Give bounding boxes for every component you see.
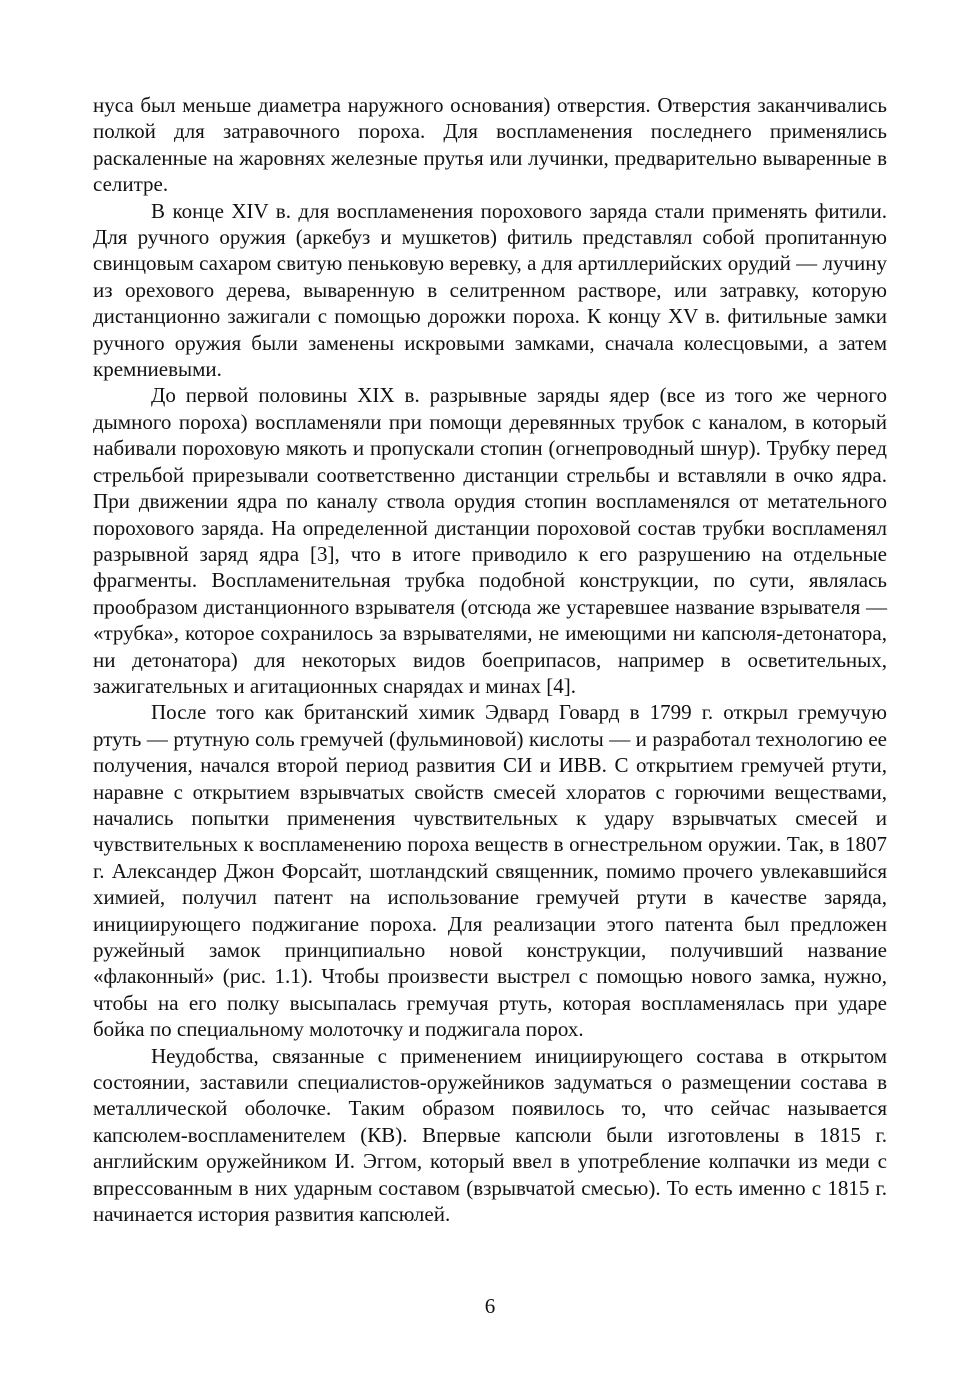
paragraph-3: До первой половины XIX в. разрывные заряды ядер (все из того же черного дымного пороха) воспламеняли при помощи деревянных трубок с каналом, в который набивали пороховую мякоть и пропускали стопин (огнепроводный шнур). Трубку перед стрельбой прирезывали соответственно дистанции стрельбы и вставляли в очко ядра. При движении ядра по каналу ствола орудия стопин воспламенялся от метательного порохового заряда. На определенной дистанции пороховой состав трубки воспламенял разрывной заряд ядра [3], что в итоге приводило к его разрушению на отдельные фрагменты. Воспламенительная трубка подобной конструкции, по сути, являлась прообразом дистанционного взрывателя (отсюда же устаревшее название взрывателя — «трубка», которое сохранилось за взрывателями, не имеющими ни капсюля-детонатора, ни детонатора) для некоторых видов боеприпасов, например в осветительных, зажигательных и агитационных снарядах и минах [4]. (93, 383, 887, 698)
paragraph-4: После того как британский химик Эдвард Говард в 1799 г. открыл гремучую ртуть — ртутную соль гремучей (фульминовой) кислоты — и разработал технологию ее получения, начался второй период развития СИ и ИВВ. С открытием гремучей ртути, наравне с открытием взрывчатых свойств смесей хлоратов с горючими веществами, начались попытки применения чувствительных к удару взрывчатых смесей и чувствительных к воспламенению пороха веществ в огнестрельном оружии. Так, в 1807 г. Александер Джон Форсайт, шотландский священник, помимо прочего увлекавшийся химией, получил патент на использование гремучей ртути в качестве заряда, инициирующего поджигание пороха. Для реализации этого патента был предложен ружейный замок принципиально новой конструкции, получивший название «флаконный» (рис. 1.1). Чтобы произвести выстрел с помощью нового замка, нужно, чтобы на его полку высыпалась гремучая ртуть, которая воспламенялась при ударе бойка по специальному молоточку и поджигала порох. (93, 700, 887, 1042)
paragraph-1: нуса был меньше диаметра наружного основания) отверстия. Отверстия заканчивались полкой для затравочного пороха. Для воспламенения последнего применялись раскаленные на жаровнях железные прутья или лучинки, предварительно вываренные в селитре. (93, 93, 887, 197)
page-number: 6 (484, 1294, 496, 1318)
document-page (93, 92, 887, 1227)
paragraph-2: В конце XIV в. для воспламенения порохового заряда стали применять фитили. Для ручного оружия (аркебуз и мушкетов) фитиль представлял собой пропитанную свинцовым сахаром свитую пеньковую веревку, а для артиллерийских орудий — лучину из орехового дерева, вываренную в селитренном растворе, или затравку, которую дистанционно зажигали с помощью дорожки пороха. К концу XV в. фитильные замки ручного оружия были заменены искровыми замками, сначала колесцовыми, а затем кремниевыми. (93, 198, 887, 382)
paragraph-5: Неудобства, связанные с применением инициирующего состава в открытом состоянии, заставили специалистов-оружейников задуматься о размещении состава в металлической оболочке. Таким образом появилось то, что сейчас называется капсюлем-воспламенителем (КВ). Впервые капсюли были изготовлены в 1815 г. английским оружейником И. Эггом, который ввел в употребление колпачки из меди с впрессованным в них ударным составом (взрывчатой смесью). То есть именно с 1815 г. начинается история развития капсюлей. (93, 1043, 887, 1227)
